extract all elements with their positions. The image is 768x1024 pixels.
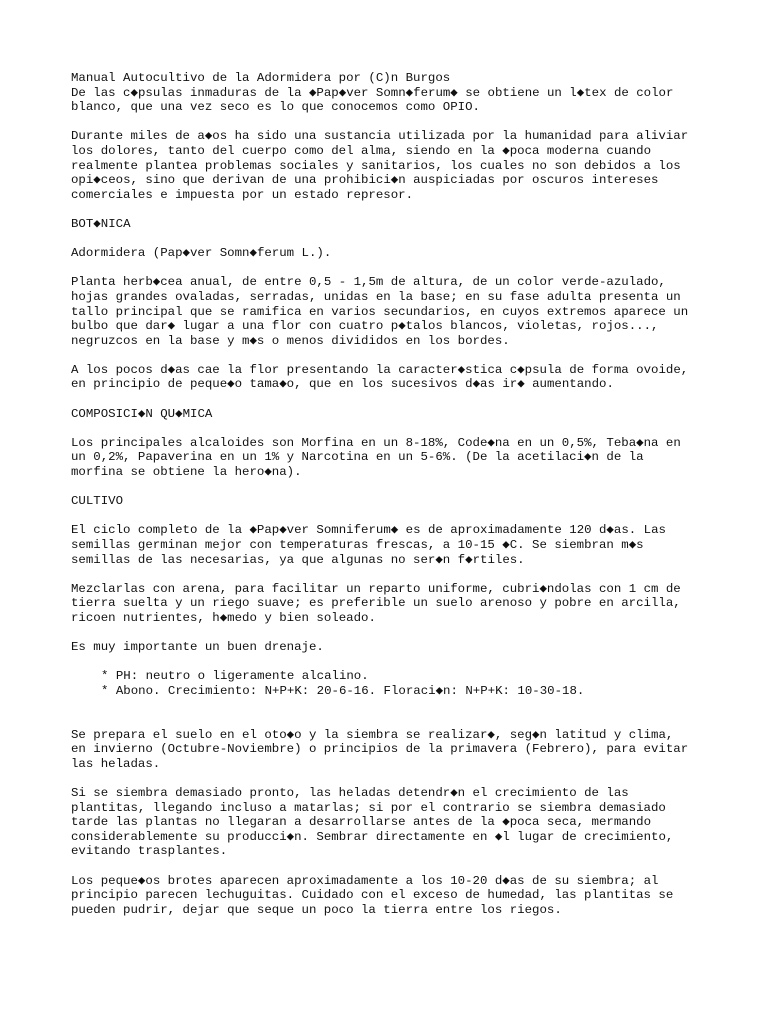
text-line: tierra suelta y un riego suave; es preferible un suelo arenoso y pobre en arcilla, [71, 596, 681, 611]
timing-paragraph [71, 786, 731, 859]
text-line: considerablemente su producci◆n. Sembrar directamente en ◆l lugar de crecimiento, [71, 829, 674, 844]
text-line: Durante miles de a◆os ha sido una sustancia utilizada por la humanidad para aliviar [71, 129, 689, 144]
text-line: A los pocos d◆as cae la flor presentando la caracter◆stica c◆psula de forma ovoide, [71, 362, 689, 377]
text-line: Si se siembra demasiado pronto, las heladas detendr◆n el crecimiento de las [71, 786, 629, 801]
drainage-line: Es muy importante un buen drenaje. [71, 640, 324, 655]
text-line: comerciales e impuesta por un estado represor. [71, 187, 414, 202]
text-line: El ciclo completo de la ◆Pap◆ver Somniferum◆ es de aproximadamente 120 d◆as. Las [71, 523, 666, 538]
description-paragraph [71, 275, 731, 348]
sprouts-paragraph [71, 874, 731, 918]
text-line: plantitas, llegando incluso a matarlas; si por el contrario se siembra demasiado [71, 800, 666, 815]
section-heading-botanica: BOT◆NICA [71, 216, 131, 231]
text-line: blanco, que una vez seco es lo que conocemos como OPIO. [71, 100, 480, 115]
species-line: Adormidera (Pap◆ver Somn◆ferum L.). [71, 246, 332, 261]
document-page [71, 71, 731, 917]
text-line: pueden pudrir, dejar que seque un poco la tierra entre los riegos. [71, 902, 562, 917]
text-line: Se prepara el suelo en el oto◆o y la siembra se realizar◆, seg◆n latitud y clima, [71, 727, 674, 742]
list-item: * Abono. Crecimiento: N+P+K: 20-6-16. Floraci◆n: N+P+K: 10-30-18. [101, 683, 585, 698]
text-line: Los peque◆os brotes aparecen aproximadamente a los 10-20 d◆as de su siembra; al [71, 873, 659, 888]
text-line: las heladas. [71, 756, 161, 771]
text-line: principio parecen lechuguitas. Cuidado con el exceso de humedad, las plantitas se [71, 888, 674, 903]
intro-paragraph [71, 86, 731, 115]
list-item: * PH: neutro o ligeramente alcalino. [101, 669, 369, 684]
text-line: ricoen nutrientes, h◆medo y bien soleado. [71, 610, 376, 625]
mixing-paragraph [71, 582, 731, 626]
text-line: tallo principal que se ramifica en varios secundarios, en cuyos extremos aparece un [71, 304, 689, 319]
text-line: bulbo que dar◆ lugar a una flor con cuatro p◆talos blancos, violetas, rojos..., [71, 319, 659, 334]
soil-paragraph [71, 728, 731, 772]
text-line: semillas de las necesarias, ya que algunas no ser◆n f◆rtiles. [71, 552, 525, 567]
text-line: los dolores, tanto del cuerpo como del alma, siendo en la ◆poca moderna cuando [71, 143, 652, 158]
text-line: en principio de peque◆o tama◆o, que en los sucesivos d◆as ir◆ aumentando. [71, 377, 614, 392]
text-line: realmente plantea problemas sociales y sanitarios, los cuales no son debidos a los [71, 158, 681, 173]
section-heading-cultivo: CULTIVO [71, 494, 124, 509]
text-line: Mezclarlas con arena, para facilitar un reparto uniforme, cubri◆ndolas con 1 cm de [71, 581, 681, 596]
text-line: morfina se obtiene la hero◆na). [71, 465, 302, 480]
text-line: en invierno (Octubre-Noviembre) o principios de la primavera (Febrero), para evitar [71, 742, 689, 757]
section-heading-composicion: COMPOSICI◆N QU◆MICA [71, 406, 213, 421]
history-paragraph [71, 129, 731, 202]
cycle-paragraph [71, 523, 731, 567]
capsule-paragraph [71, 363, 731, 392]
text-line: semillas germinan mejor con temperaturas frescas, a 10-15 ◆C. Se siembran m◆s [71, 538, 644, 552]
text-line: opi◆ceos, sino que derivan de una prohibici◆n auspiciadas por oscuros intereses [71, 173, 659, 188]
text-line: hojas grandes ovaladas, serradas, unidas en la base; en su fase adulta presenta un [71, 289, 681, 304]
bullet-list [71, 669, 731, 698]
alkaloids-paragraph [71, 436, 731, 480]
text-line: De las c◆psulas inmaduras de la ◆Pap◆ver Somn◆ferum◆ se obtiene un l◆tex de color [71, 85, 674, 100]
text-line: Planta herb◆cea anual, de entre 0,5 - 1,5m de altura, de un color verde-azulado, [71, 275, 666, 290]
text-line: un 0,2%, Papaverina en un 1% y Narcotina en un 5-6%. (De la acetilaci◆n de la [71, 450, 644, 465]
text-line: tarde las plantas no llegaran a desarrollarse antes de la ◆poca seca, mermando [71, 815, 652, 830]
text-line: negruzcos en la base y m◆s o menos divididos en los bordes. [71, 333, 510, 348]
text-line: evitando trasplantes. [71, 844, 228, 859]
text-line: Los principales alcaloides son Morfina en un 8-18%, Code◆na en un 0,5%, Teba◆na en [71, 435, 681, 450]
document-title: Manual Autocultivo de la Adormidera por (C)n Burgos [71, 71, 451, 85]
